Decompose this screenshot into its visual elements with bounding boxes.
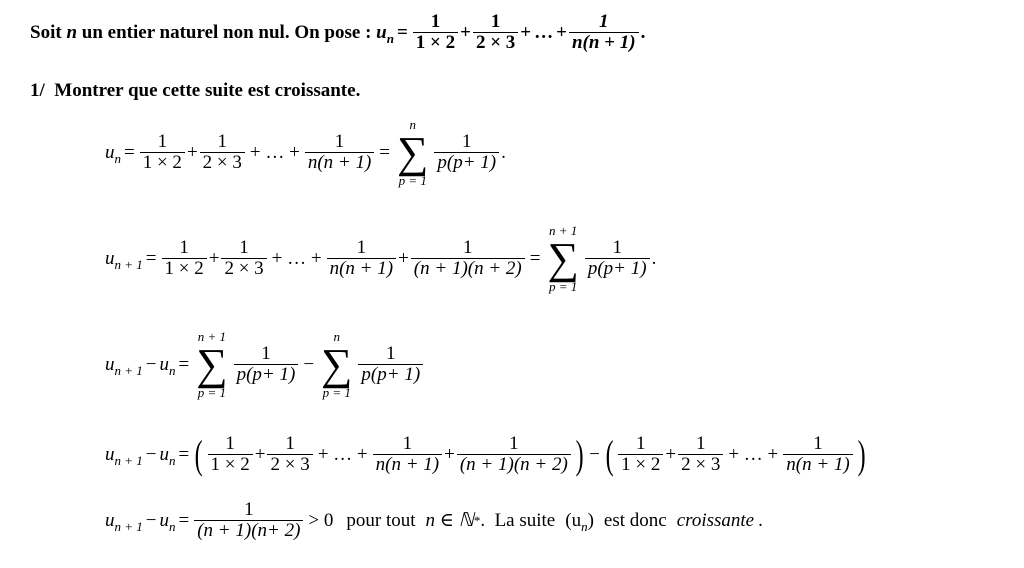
eq: = — [178, 509, 190, 531]
right-paren: ) — [575, 431, 584, 477]
eq2-sum — [547, 224, 578, 294]
eq4-b1 — [618, 434, 663, 476]
right-paren: ) — [857, 431, 866, 477]
n-in-N: n ∈ ℕ — [425, 510, 474, 532]
eq: = — [178, 354, 190, 376]
den: 1 × 2 — [140, 152, 185, 174]
question-line — [30, 80, 360, 102]
lhs-a: u — [105, 354, 115, 376]
text-pour-tout: pour tout — [346, 509, 416, 531]
den: 1 × 2 — [413, 32, 458, 54]
equation-2: u n + 1 = $\frac{1}{1 \times 2}$ + $\frac{1}{2 \times 3}$ + … + $\frac{1}{n(n + 1)}$ + $\frac{1}{(n + 1)(n + 2)}$ = n + 1 ∑ p = 1 $\frac{1}{p(p+ 1)}$ . — [105, 223, 657, 295]
lhs-b-sub: n — [169, 518, 176, 534]
num: 1 — [225, 433, 235, 454]
eq2-frac-3 — [327, 238, 396, 280]
intro-frac-2 — [473, 12, 518, 54]
left-paren: ( — [194, 431, 203, 477]
den: (n + 1)(n + 2) — [457, 454, 571, 476]
eq: = — [178, 443, 190, 465]
text-est-donc: est donc — [603, 509, 667, 531]
num: 1 — [244, 499, 254, 520]
minus: − — [303, 354, 315, 376]
plus: + — [556, 21, 567, 43]
sum-bottom: p = 1 — [322, 385, 351, 401]
num: 1 — [636, 433, 646, 454]
den: p(p+ 1) — [234, 364, 299, 386]
num: 1 — [490, 11, 501, 32]
den: 1 × 2 — [162, 258, 207, 280]
num: 1 — [285, 433, 295, 454]
den: 2 × 3 — [200, 152, 245, 174]
den: p(p+ 1) — [585, 258, 650, 280]
equation-3 — [105, 330, 425, 400]
eq4-a3 — [373, 434, 442, 476]
lhs-a-sub: n + 1 — [114, 363, 143, 379]
den: p(p+ 1) — [358, 364, 423, 386]
num: 1 — [509, 433, 519, 454]
eq1-lhs: u — [105, 142, 115, 164]
eq2-frac-2 — [221, 238, 266, 280]
den: p(p+ 1) — [434, 152, 499, 174]
num: 1 — [217, 131, 228, 153]
intro-text: Soit — [30, 21, 62, 43]
num: 1 — [402, 433, 413, 454]
eq1-term — [434, 132, 499, 174]
eq4-b2 — [678, 434, 723, 476]
den: 2 × 3 — [221, 258, 266, 280]
eq1-lhs-sub: n — [114, 151, 121, 167]
lhs-a-sub: n + 1 — [114, 452, 143, 468]
gt-zero: > 0 — [308, 509, 334, 531]
num: 1 — [813, 433, 823, 454]
seq-open: (u — [565, 509, 582, 531]
den: n(n + 1) — [569, 32, 639, 54]
dots: + … + — [728, 443, 779, 465]
sum-symbol: ∑ — [547, 234, 579, 284]
num: 1 — [179, 237, 189, 259]
lhs-b: u — [159, 443, 169, 465]
text-la-suite: . La suite — [480, 509, 556, 531]
seq-close: ) — [587, 509, 594, 531]
eq1-sum — [397, 118, 428, 188]
sum-top: n + 1 — [197, 329, 227, 344]
eq4-a4 — [457, 434, 571, 476]
den: 1 × 2 — [208, 454, 253, 476]
star: * — [473, 512, 481, 528]
num: 1 — [386, 343, 396, 365]
end: . — [501, 142, 506, 164]
intro-frac-1 — [413, 12, 458, 54]
num: 1 — [612, 237, 622, 259]
num: 1 — [599, 11, 609, 32]
dots: … — [534, 21, 554, 43]
eq4-a1 — [208, 434, 253, 476]
num: 1 — [430, 11, 441, 32]
eq: = — [379, 142, 391, 164]
eq2-term — [585, 238, 650, 280]
question-label: 1/ — [30, 80, 45, 101]
den: (n + 1)(n+ 2) — [194, 520, 303, 542]
eq3-term-2 — [358, 344, 423, 386]
intro-frac-3 — [569, 12, 639, 54]
minus: − — [145, 509, 157, 531]
seq-sub: n — [581, 518, 588, 534]
intro-rest: un entier naturel non nul. On pose : — [81, 21, 372, 43]
den: n(n + 1) — [305, 152, 374, 174]
conclusion-word: croissante — [676, 509, 755, 531]
equation-1: u n = $\frac{1}{1 \times 2}$ + $\frac{1}{2 \times 3}$ + … + $\frac{1}{n(n + 1)}$ = n ∑ p = 1 $\frac{1}{p(p+ 1)}$ . — [105, 117, 506, 189]
equation-5 — [105, 500, 763, 542]
eq: = — [124, 142, 135, 164]
lhs-b-sub: n — [169, 363, 176, 379]
eq3-sum-2 — [321, 330, 352, 400]
eq1-frac-3 — [305, 132, 374, 174]
sum-bottom: p = 1 — [549, 279, 578, 295]
num: 1 — [695, 433, 706, 454]
sum-bottom: p = 1 — [197, 385, 227, 401]
question-text: Montrer que cette suite est croissante. — [54, 80, 361, 101]
intro-var: n — [66, 21, 78, 43]
plus: + — [460, 21, 471, 43]
eq2-frac-4 — [411, 238, 525, 280]
intro-eq: = — [396, 21, 408, 43]
plus: + — [520, 21, 532, 43]
num: 1 — [462, 131, 472, 153]
sum-top: n + 1 — [549, 223, 578, 238]
lhs-a: u — [105, 509, 115, 531]
den: 2 × 3 — [678, 454, 723, 476]
sum-top: n — [333, 329, 340, 344]
minus: − — [589, 443, 600, 465]
sum-bottom: p = 1 — [398, 173, 427, 189]
den: 2 × 3 — [473, 32, 518, 54]
eq2-lhs: u — [105, 248, 115, 270]
eq: = — [529, 248, 541, 270]
sum-top: n — [409, 117, 416, 132]
intro-line — [30, 12, 645, 54]
den: (n + 1)(n + 2) — [411, 258, 525, 280]
lhs-b-sub: n — [169, 452, 176, 468]
left-paren: ( — [605, 431, 614, 477]
minus: − — [145, 443, 157, 465]
den: n(n + 1) — [327, 258, 396, 280]
end: . — [758, 509, 763, 531]
num: 1 — [261, 343, 271, 365]
intro-lhs: u — [376, 21, 387, 43]
dots: + … + — [317, 443, 368, 465]
num: 1 — [157, 131, 168, 153]
eq1-frac-2 — [200, 132, 245, 174]
num: 1 — [239, 237, 249, 259]
eq3-sum-1 — [196, 330, 227, 400]
eq2-lhs-sub: n + 1 — [114, 257, 143, 273]
sum-symbol: ∑ — [321, 340, 353, 390]
den: n(n + 1) — [373, 454, 442, 476]
num: 1 — [356, 237, 367, 259]
dots: + … + — [271, 248, 322, 270]
eq5-frac — [194, 500, 303, 542]
eq2-frac-1 — [162, 238, 207, 280]
den: n(n + 1) — [783, 454, 852, 476]
sum-symbol: ∑ — [397, 128, 429, 178]
equation-4: u n + 1 − u n = ( $\frac{1}{1 \times 2}$ + $\frac{1}{2 \times 3}$ + … + $\frac{1}{n(n + 1)}$ + $\frac{1}{(n + 1)(n + 2)}$ ) − ( $\frac{1}{1 \times 2}$ + $\frac{1}{2 \times 3}$ + … + $\frac{1}{n(n + 1)}$ ) — [105, 431, 866, 477]
num: 1 — [334, 131, 345, 153]
lhs-a: u — [105, 443, 115, 465]
lhs-b: u — [159, 354, 169, 376]
eq4-a2 — [267, 434, 312, 476]
eq: = — [145, 248, 157, 270]
minus: − — [145, 354, 157, 376]
num: 1 — [463, 237, 473, 259]
lhs-b: u — [159, 509, 169, 531]
intro-end: . — [640, 21, 646, 43]
intro-lhs-sub: n — [386, 30, 394, 46]
sum-symbol: ∑ — [196, 340, 228, 390]
dots: + … + — [249, 142, 300, 164]
den: 1 × 2 — [618, 454, 663, 476]
eq1-frac-1 — [140, 132, 185, 174]
lhs-a-sub: n + 1 — [114, 518, 143, 534]
eq3-term-1 — [234, 344, 299, 386]
eq4-b3 — [783, 434, 852, 476]
end: . — [651, 248, 657, 270]
den: 2 × 3 — [267, 454, 312, 476]
